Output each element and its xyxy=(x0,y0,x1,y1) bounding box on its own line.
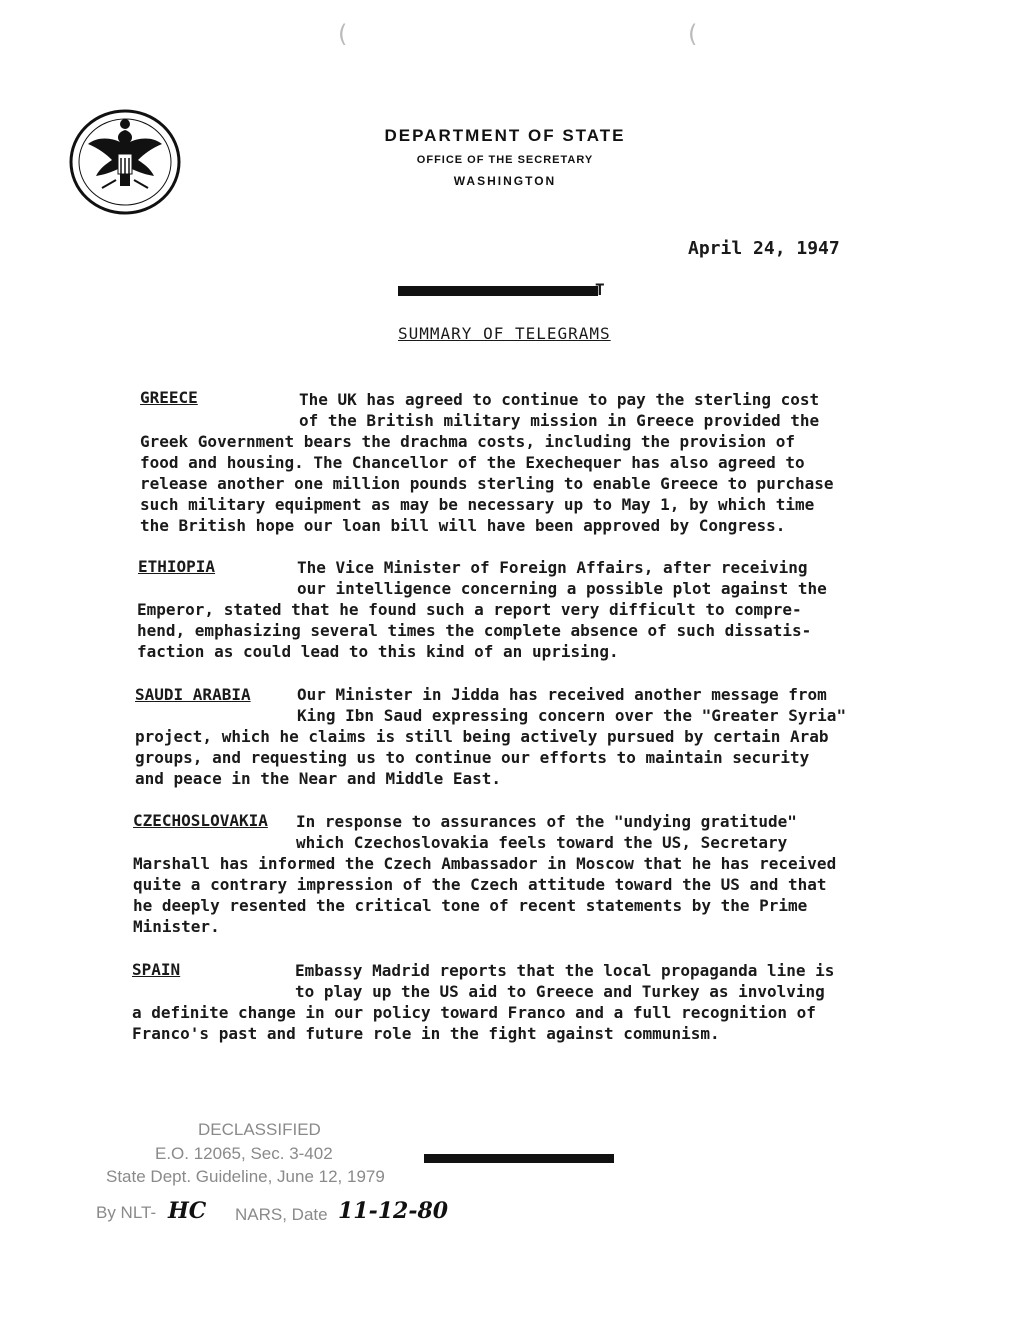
ethiopia-line: our intelligence concerning a possible plot against the xyxy=(297,579,827,598)
declassified-guideline: State Dept. Guideline, June 12, 1979 xyxy=(106,1167,385,1186)
section-label-czechoslovakia: CZECHOSLOVAKIA xyxy=(133,811,268,830)
declassified-initials: HC xyxy=(168,1198,207,1224)
spain-line: to play up the US aid to Greece and Turkey as involving xyxy=(295,982,825,1001)
declassified-nars: NARS, Date xyxy=(235,1205,328,1224)
czechoslovakia-line: he deeply resented the critical tone of recent statements by the Prime xyxy=(133,896,808,915)
letterhead xyxy=(330,126,680,188)
czechoslovakia-line: Minister. xyxy=(133,917,220,936)
czechoslovakia-line: In response to assurances of the "undying gratitude" xyxy=(296,812,797,831)
saudi-arabia-line: project, which he claims is still being actively pursued by certain Arab xyxy=(135,727,829,746)
classification-remnant: T xyxy=(595,280,605,299)
greece-line: Greek Government bears the drachma costs, including the provision of xyxy=(140,432,796,451)
section-label-spain: SPAIN xyxy=(132,960,181,979)
department-seal-icon xyxy=(68,108,182,216)
greece-line: the British hope our loan bill will have been approved by Congress. xyxy=(140,516,786,535)
department-name: DEPARTMENT OF STATE xyxy=(384,126,626,145)
section-label-ethiopia: ETHIOPIA xyxy=(138,557,216,576)
czechoslovakia-line: quite a contrary impression of the Czech attitude toward the US and that xyxy=(133,875,827,894)
spain-line: Franco's past and future role in the fight against communism. xyxy=(132,1024,720,1043)
greece-line: release another one million pounds sterling to enable Greece to purchase xyxy=(140,474,834,493)
saudi-arabia-line: and peace in the Near and Middle East. xyxy=(135,769,502,788)
czechoslovakia-line: Marshall has informed the Czech Ambassador in Moscow that he has received xyxy=(133,854,837,873)
declassified-by-prefix: By NLT- xyxy=(96,1203,157,1222)
spain-line: a definite change in our policy toward Franco and a full recognition of xyxy=(132,1003,816,1022)
scan-mark-left: ( xyxy=(338,20,348,48)
scan-mark-right: ( xyxy=(688,20,698,48)
section-label-greece: GREECE xyxy=(140,388,198,407)
classification-redaction xyxy=(398,286,598,296)
saudi-arabia-line: Our Minister in Jidda has received another message from xyxy=(297,685,827,704)
document-date: April 24, 1947 xyxy=(688,238,840,259)
saudi-arabia-line: groups, and requesting us to continue our efforts to maintain security xyxy=(135,748,810,767)
saudi-arabia-line: King Ibn Saud expressing concern over the "Greater Syria" xyxy=(297,706,847,725)
section-label-saudi-arabia: SAUDI ARABIA xyxy=(135,685,251,704)
greece-line: The UK has agreed to continue to pay the sterling cost xyxy=(299,390,820,409)
ethiopia-line: Emperor, stated that he found such a report very difficult to compre- xyxy=(137,600,802,619)
greece-line: of the British military mission in Greece provided the xyxy=(299,411,820,430)
declassified-order: E.O. 12065, Sec. 3-402 xyxy=(155,1144,333,1163)
city-name: WASHINGTON xyxy=(453,174,557,188)
classification-redaction-bottom xyxy=(424,1154,614,1163)
office-name: OFFICE OF THE SECRETARY xyxy=(416,154,594,166)
declassified-date-handwritten: 11-12-80 xyxy=(338,1198,449,1224)
czechoslovakia-line: which Czechoslovakia feels toward the US, Secretary xyxy=(296,833,788,852)
ethiopia-line: hend, emphasizing several times the complete absence of such dissatis- xyxy=(137,621,812,640)
summary-title: SUMMARY OF TELEGRAMS xyxy=(398,324,611,343)
greece-line: such military equipment as may be necessary up to May 1, by which time xyxy=(140,495,815,514)
declassified-title: DECLASSIFIED xyxy=(198,1120,321,1139)
ethiopia-line: The Vice Minister of Foreign Affairs, after receiving xyxy=(297,558,808,577)
ethiopia-line: faction as could lead to this kind of an uprising. xyxy=(137,642,619,661)
spain-line: Embassy Madrid reports that the local propaganda line is xyxy=(295,961,835,980)
greece-line: food and housing. The Chancellor of the Exechequer has also agreed to xyxy=(140,453,805,472)
